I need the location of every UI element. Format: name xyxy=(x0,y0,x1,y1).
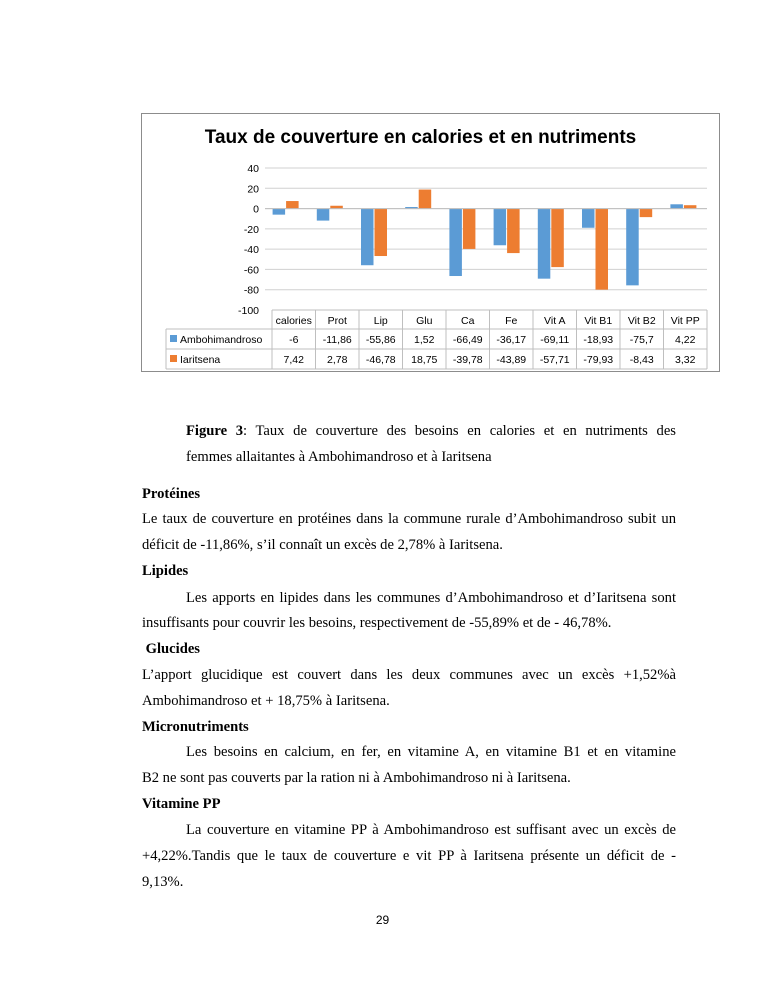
data-label: -57,71 xyxy=(539,354,570,366)
paragraph-line: insuffisants pour couvrir les besoins, respectivement de -55,89% et de - 46,78%. xyxy=(142,615,612,631)
data-label: -46,78 xyxy=(365,354,396,366)
y-tick-label: 20 xyxy=(247,183,259,196)
paragraph-line: La couverture en vitamine PP à Ambohimandroso est suffisant avec un excès de xyxy=(186,822,676,838)
bar-iaritsena-vit-b2 xyxy=(640,209,653,218)
legend-label: Ambohimandroso xyxy=(180,334,263,346)
bar-ambohimandroso-vit-pp xyxy=(670,204,683,208)
x-category-label: Lip xyxy=(373,315,388,327)
data-label: 1,52 xyxy=(414,334,435,346)
data-label: -8,43 xyxy=(629,354,654,366)
data-label: -11,86 xyxy=(322,334,352,346)
y-tick-label: -80 xyxy=(243,284,259,297)
chart-canvas xyxy=(142,114,721,373)
y-tick-label: -40 xyxy=(243,244,259,257)
paragraph-line: déficit de -11,86%, s’il connaît un excès de 2,78% à Iaritsena. xyxy=(142,537,503,553)
y-tick-label: 0 xyxy=(253,203,259,216)
data-label: -66,49 xyxy=(452,334,483,346)
data-label: -69,11 xyxy=(540,334,570,346)
bar-ambohimandroso-prot xyxy=(317,209,330,221)
x-category-label: Vit PP xyxy=(670,315,700,327)
heading-micronutriments: Micronutriments xyxy=(142,719,249,735)
x-category-label: Vit B1 xyxy=(584,315,613,327)
bar-ambohimandroso-vit-b1 xyxy=(582,209,595,228)
data-label: 2,78 xyxy=(327,354,348,366)
data-label: 3,32 xyxy=(675,354,696,366)
data-label: 4,22 xyxy=(675,334,696,346)
data-label: -43,89 xyxy=(496,354,527,366)
x-category-label: Vit A xyxy=(544,315,566,327)
heading-proteines: Protéines xyxy=(142,486,201,502)
page-number: 29 xyxy=(375,913,390,927)
bar-ambohimandroso-calories xyxy=(273,209,286,215)
paragraph-line: Ambohimandroso et + 18,75% à Iaritsena. xyxy=(142,693,390,709)
x-category-label: calories xyxy=(275,315,312,327)
bar-iaritsena-vit-a xyxy=(551,209,564,268)
paragraph-line: L’apport glucidique est couvert dans les deux communes avec un excès +1,52%à xyxy=(142,667,676,683)
legend-swatch xyxy=(170,355,177,362)
data-label: -36,17 xyxy=(496,334,527,346)
bar-ambohimandroso-lip xyxy=(361,209,374,266)
bar-ambohimandroso-fe xyxy=(494,209,507,246)
data-label: -18,93 xyxy=(583,334,614,346)
data-label: -55,86 xyxy=(365,334,396,346)
x-category-label: Prot xyxy=(327,315,347,327)
bar-ambohimandroso-vit-b2 xyxy=(626,209,639,286)
bar-iaritsena-glu xyxy=(419,190,432,209)
paragraph-line: B2 ne sont pas couverts par la ration ni à Ambohimandroso ni à Iaritsena. xyxy=(142,770,571,786)
heading-glucides: Glucides xyxy=(142,641,200,657)
data-label: 7,42 xyxy=(283,354,304,366)
x-category-label: Ca xyxy=(461,315,475,327)
data-label: -79,93 xyxy=(583,354,614,366)
bar-iaritsena-calories xyxy=(286,201,299,209)
bar-iaritsena-fe xyxy=(507,209,519,254)
paragraph-line: +4,22%.Tandis que le taux de couverture e vit PP à Iaritsena présente un déficit de - xyxy=(142,848,676,864)
bar-iaritsena-ca xyxy=(463,209,476,249)
paragraph-line: Le taux de couverture en protéines dans la commune rurale d’Ambohimandroso subit un xyxy=(142,511,676,527)
bar-iaritsena-vit-pp xyxy=(684,205,697,208)
y-tick-label: -100 xyxy=(237,305,259,317)
figure-caption-line-1 xyxy=(186,423,676,440)
data-label: -75,7 xyxy=(629,334,654,346)
paragraph-line: 9,13%. xyxy=(142,874,184,890)
heading-lipides: Lipides xyxy=(142,563,189,579)
figure-caption-line-2: femmes allaitantes à Ambohimandroso et à Iaritsena xyxy=(186,449,492,465)
legend-label: Iaritsena xyxy=(180,354,221,366)
bar-chart xyxy=(141,113,720,372)
paragraph-line: Les apports en lipides dans les communes d’Ambohimandroso et d’Iaritsena sont xyxy=(186,590,676,606)
x-category-label: Vit B2 xyxy=(627,315,656,327)
bar-iaritsena-lip xyxy=(375,209,388,256)
figure-label: Figure 3 xyxy=(186,423,244,439)
caption-text: : Taux de couverture des besoins en calories et en nutriments des xyxy=(243,423,676,439)
chart-title: Taux de couverture en calories et en nutriments xyxy=(204,127,637,148)
paragraph-line: Les besoins en calcium, en fer, en vitamine A, en vitamine B1 et en vitamine xyxy=(186,744,676,760)
legend-swatch xyxy=(170,335,177,342)
y-tick-label: -20 xyxy=(243,223,259,236)
x-category-label: Glu xyxy=(416,315,433,327)
bar-iaritsena-vit-b1 xyxy=(596,209,609,290)
y-tick-label: 40 xyxy=(247,163,259,175)
data-label: -6 xyxy=(289,334,299,346)
bar-ambohimandroso-vit-a xyxy=(538,209,551,279)
data-label: 18,75 xyxy=(411,354,438,366)
heading-vitamine-pp: Vitamine PP xyxy=(142,796,221,812)
x-category-label: Fe xyxy=(505,315,518,327)
y-tick-label: -60 xyxy=(243,264,259,277)
bar-ambohimandroso-ca xyxy=(449,209,462,276)
data-label: -39,78 xyxy=(452,354,483,366)
